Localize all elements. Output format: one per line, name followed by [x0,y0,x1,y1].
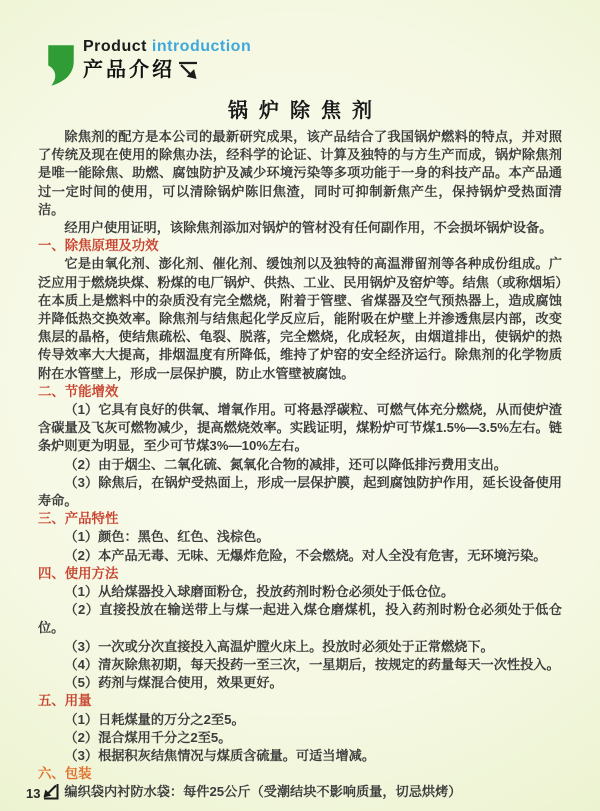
section-paragraph: （3）根据积灰结焦情况与煤质含硫量。可适当增减。 [64,747,376,763]
section-paragraph: （1）它具有良好的供氧、增氧作用。可将悬浮碳粒、可燃气体充分燃烧，从而使炉渣含碳量及飞灰可燃物减少，提高燃烧效率。实践证明，煤粉炉可节煤1.5%—3.5%左右。链条炉则更为明显，至少可节煤3%—10%左右。 [38,402,562,454]
section-paragraph: （3）除焦后，在锅炉受热面上，形成一层保护膜，起到腐蚀防护作用，延长设备使用寿命。 [38,474,562,509]
intro-paragraph: 除焦剂的配方是本公司的最新研究成果，该产品结合了我国锅炉燃料的特点，并对照了传统及现在使用的除焦办法，经科学的论证、计算及独特的与方生产而成，锅炉除焦剂是唯一能除焦、助燃、腐蚀防护及减少环境污染等多项功能于一身的科技产品。本产品通过一定时间的使用，可以清除锅炉陈旧焦渣，同时可抑制新焦产生，保持锅炉受热面清洁。 [38,129,562,217]
page-title: 锅炉除焦剂 [228,98,383,122]
section-paragraph: （3）一次或分次直接投入高温炉膛火床上。投放时必须处于正常燃烧下。 [64,638,494,654]
section-paragraph: （2）本产品无毒、无味、无爆炸危险，不会燃烧。对人全没有危害，无环境污染。 [64,547,547,563]
document-body [38,128,562,802]
arrow-down-left-icon [41,782,60,801]
intro-paragraph: 经用户使用证明，该除焦剂添加对锅炉的管材没有任何副作用，不会损坏锅炉设备。 [64,220,553,236]
section-heading-3: 三、产品特性 [38,511,119,527]
section-paragraph: （1）颜色：黑色、红色、浅棕色。 [64,529,270,545]
section-paragraph: （4）清灰除焦初期，每天投药一至三次，一星期后，按规定的药量每天一次性投入。 [64,656,560,672]
section-paragraph: （1）日耗煤量的万分之2至5。 [64,711,245,727]
header-title-zh-text: 产品介绍 [83,59,175,81]
section-heading-6: 六、包装 [38,766,92,782]
header-title-zh [83,57,251,83]
header-title-en-black: Product [83,38,147,55]
header-text [83,37,251,83]
page-number [26,782,60,801]
section-paragraph: （2）由于烟尘、二氧化硫、氮氧化合物的减排，还可以降低排污费用支出。 [64,456,507,472]
header-title-en [83,37,251,57]
section-paragraph: （2）混合煤用千分之2至5。 [64,729,232,745]
section-heading-4: 四、使用方法 [38,565,119,581]
page-header [46,37,251,94]
section-paragraph: （2）直接投放在输送带上与煤一起进入煤仓磨煤机，投入药剂时粉仓必须处于低仓位。 [38,602,562,636]
section-paragraph: 它是由氧化剂、澎化剂、催化剂、缓蚀剂以及独特的高温滞留剂等各种成份组成。广泛应用于燃烧块煤、粉煤的电厂锅炉、供热、工业、民用锅炉及窑炉等。结焦（或称烟垢）在本质上是燃料中的杂质没有完全燃烧，附着于管壁、省煤器及空气预热器上，造成腐蚀并降低热交换效率。除焦剂与结焦起化学反应后，能附吸在炉壁上并渗透焦层内部，改变焦层的晶格，使结焦疏松、龟裂、脱落，完全燃烧，化成轻灰，由烟道排出，使锅炉的热传导效率大大提高，排烟温度有所降低，维持了炉窑的安全经济运行。除焦剂的化学物质附在水管壁上，形成一层保护膜，防止水管壁被腐蚀。 [38,256,562,381]
section-heading-2: 二、节能增效 [38,383,119,399]
section-paragraph: （1）从给煤器投入球磨面粉仓，投放药剂时粉仓必须处于低仓位。 [64,584,455,600]
page-number-text: 13 [26,786,41,801]
section-paragraph: 编织袋内衬防水袋：每件25公斤（受潮结块不影响质量，切忌烘烤） [64,784,462,800]
green-quote-logo-icon [46,37,76,94]
header-title-en-blue: introduction [151,38,252,55]
section-heading-5: 五、用量 [38,693,92,709]
section-heading-1: 一、除焦原理及功效 [38,238,159,254]
section-paragraph: （5）药剂与煤混合使用，效果更好。 [64,675,283,691]
arrow-down-right-icon [177,59,199,81]
